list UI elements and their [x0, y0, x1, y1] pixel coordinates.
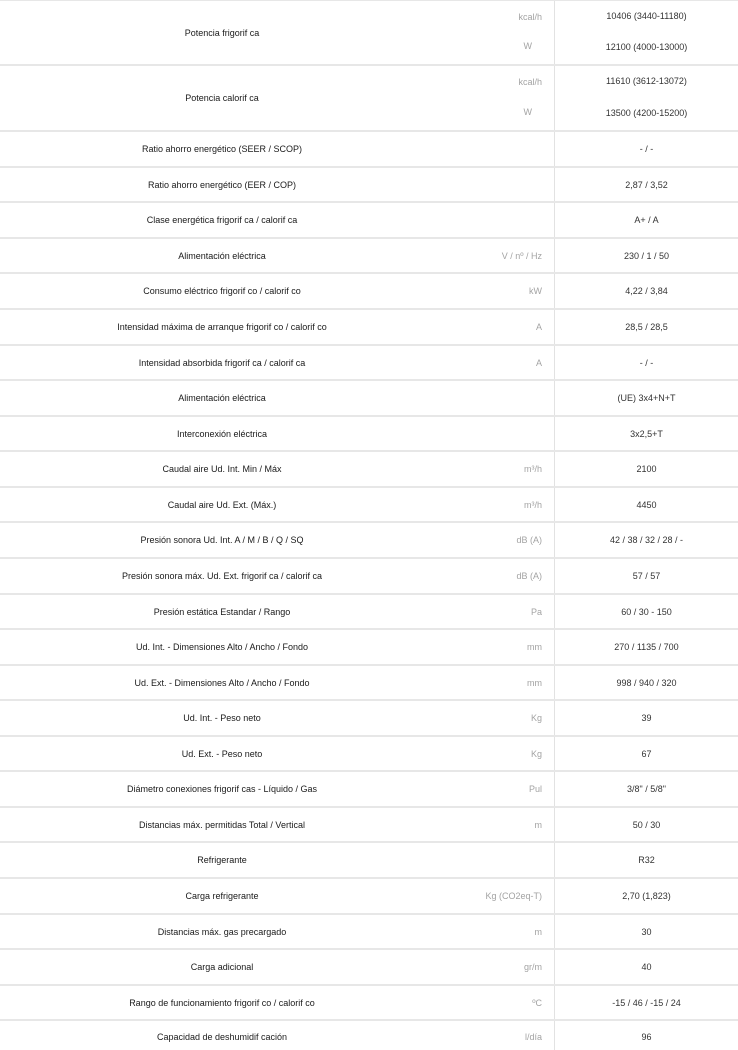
row-unit: m³/h — [524, 464, 542, 474]
row-unit: dB (A) — [516, 535, 542, 545]
row-value: 30 — [641, 926, 652, 937]
row-value: 40 — [641, 962, 652, 972]
row-value — [555, 66, 738, 130]
table-row — [0, 666, 738, 701]
row-unit: kW — [529, 286, 542, 296]
row-unit: dB (A) — [516, 571, 542, 581]
table-row — [0, 950, 738, 986]
row-label: Presión estática Estandar / Rango — [153, 606, 291, 617]
row-label: Ud. Ext. - Peso neto — [181, 748, 263, 759]
row-value: 2100 — [636, 464, 657, 474]
row-value: 60 / 30 - 150 — [621, 606, 672, 617]
row-unit: gr/m — [524, 962, 542, 972]
table-row — [0, 381, 738, 417]
row-unit-primary: kcal/h — [518, 77, 542, 87]
row-unit — [444, 66, 554, 130]
row-value: 270 / 1135 / 700 — [614, 642, 679, 652]
row-value: (UE) 3x4+N+T — [617, 393, 676, 403]
row-label: Distancias máx. permitidas Total / Vertical — [139, 819, 305, 830]
table-row — [0, 701, 738, 737]
row-value: 57 / 57 — [632, 571, 661, 581]
table-row — [0, 879, 738, 915]
row-value: R32 — [638, 855, 655, 865]
row-label: Potencia frigorif ca — [184, 27, 260, 38]
row-value: 4,22 / 3,84 — [625, 286, 668, 296]
row-unit: A — [535, 357, 542, 368]
row-unit — [444, 843, 554, 877]
row-label: Rango de funcionamiento frigorif co / calorif co — [129, 997, 315, 1008]
row-unit-secondary: W — [523, 107, 532, 117]
table-row — [0, 310, 738, 346]
table-row — [0, 737, 738, 772]
row-value-primary: 10406 (3440-11180) — [606, 11, 687, 21]
table-row — [0, 630, 738, 666]
row-unit: Kg (CO2eq-T) — [485, 891, 542, 901]
row-label: Capacidad de deshumidif cación — [156, 1031, 288, 1042]
row-label: Ratio ahorro energético (SEER / SCOP) — [141, 144, 303, 154]
row-label: Interconexión eléctrica — [176, 428, 268, 439]
table-row — [0, 0, 738, 66]
row-value: -15 / 46 / -15 / 24 — [612, 997, 681, 1008]
row-label: Ratio ahorro energético (EER / COP) — [147, 179, 297, 190]
table-row — [0, 132, 738, 168]
row-label: Ud. Ext. - Dimensiones Alto / Ancho / Fondo — [134, 677, 310, 688]
row-unit: m — [534, 819, 542, 830]
row-label: Presión sonora máx. Ud. Ext. frigorif ca / calorif ca — [121, 571, 323, 581]
row-unit: l/día — [524, 1031, 542, 1042]
row-unit-secondary: W — [523, 41, 532, 51]
table-row — [0, 808, 738, 843]
row-value: 28,5 / 28,5 — [625, 322, 668, 332]
row-value: 2,70 (1,823) — [622, 891, 671, 901]
row-label: Clase energética frigorif ca / calorif ca — [146, 215, 298, 225]
table-row — [0, 843, 738, 879]
row-unit: Pa — [530, 606, 542, 617]
row-label: Caudal aire Ud. Ext. (Máx.) — [167, 499, 277, 510]
row-unit — [444, 203, 554, 237]
table-row — [0, 274, 738, 310]
row-value-secondary: 13500 (4200-15200) — [605, 108, 688, 118]
row-label: Potencia calorif ca — [185, 93, 259, 103]
row-label: Carga adicional — [190, 962, 254, 972]
row-unit: Kg — [530, 748, 542, 759]
table-row — [0, 915, 738, 950]
table-row — [0, 986, 738, 1021]
table-row — [0, 239, 738, 274]
row-unit: mm — [527, 642, 542, 652]
row-value: 3/8" / 5/8" — [627, 784, 666, 794]
row-value: 2,87 / 3,52 — [625, 179, 668, 190]
row-unit: mm — [527, 677, 542, 688]
table-row — [0, 346, 738, 381]
table-row — [0, 595, 738, 630]
row-label: Intensidad absorbida frigorif ca / calorif ca — [138, 357, 306, 368]
table-row — [0, 1021, 738, 1050]
row-unit: Pul — [528, 784, 542, 794]
row-label: Carga refrigerante — [185, 891, 259, 901]
row-label: Caudal aire Ud. Int. Min / Máx — [162, 464, 282, 474]
row-value: 67 — [641, 748, 652, 759]
row-value: 998 / 940 / 320 — [616, 677, 677, 688]
row-value: A+ / A — [634, 215, 659, 225]
table-row — [0, 203, 738, 239]
row-label: Ud. Int. - Peso neto — [183, 713, 261, 723]
row-label: Presión sonora Ud. Int. A / M / B / Q / SQ — [140, 535, 304, 545]
table-row — [0, 523, 738, 559]
row-value: 4450 — [636, 499, 657, 510]
row-unit — [444, 168, 554, 201]
row-value: - / - — [639, 144, 654, 154]
row-value-primary: 11610 (3612-13072) — [606, 76, 687, 86]
row-value: 3x2,5+T — [630, 428, 663, 439]
row-label: Distancias máx. gas precargado — [157, 926, 287, 937]
row-label: Diámetro conexiones frigorif cas - Líquido / Gas — [126, 784, 318, 794]
row-label: Consumo eléctrico frigorif co / calorif co — [143, 286, 301, 296]
row-label: Alimentación eléctrica — [178, 393, 266, 403]
row-unit: Kg — [530, 713, 542, 723]
row-value: 39 — [641, 713, 652, 723]
row-unit — [444, 417, 554, 450]
table-row — [0, 66, 738, 132]
row-value: 96 — [641, 1031, 652, 1042]
row-label: Refrigerante — [197, 855, 247, 865]
table-row — [0, 488, 738, 523]
table-row — [0, 559, 738, 595]
row-unit — [444, 381, 554, 415]
row-unit: m — [534, 926, 542, 937]
table-row — [0, 417, 738, 452]
row-value-secondary: 12100 (4000-13000) — [605, 42, 688, 52]
row-value: 230 / 1 / 50 — [623, 250, 670, 261]
row-unit: V / nº / Hz — [501, 250, 542, 261]
table-row — [0, 168, 738, 203]
row-unit: m³/h — [524, 499, 542, 510]
row-value: - / - — [639, 357, 654, 368]
row-unit: A — [535, 322, 542, 332]
row-unit-primary: kcal/h — [518, 12, 542, 22]
table-row — [0, 772, 738, 808]
row-unit: ºC — [532, 997, 542, 1008]
row-unit — [444, 1, 554, 64]
row-value: 42 / 38 / 32 / 28 / - — [609, 535, 684, 545]
row-value: 50 / 30 — [632, 819, 661, 830]
row-label: Alimentación eléctrica — [178, 250, 266, 261]
row-label: Intensidad máxima de arranque frigorif co / calorif co — [117, 322, 327, 332]
row-label: Ud. Int. - Dimensiones Alto / Ancho / Fondo — [135, 642, 309, 652]
table-row — [0, 452, 738, 488]
row-unit — [444, 132, 554, 166]
row-value — [555, 1, 738, 64]
